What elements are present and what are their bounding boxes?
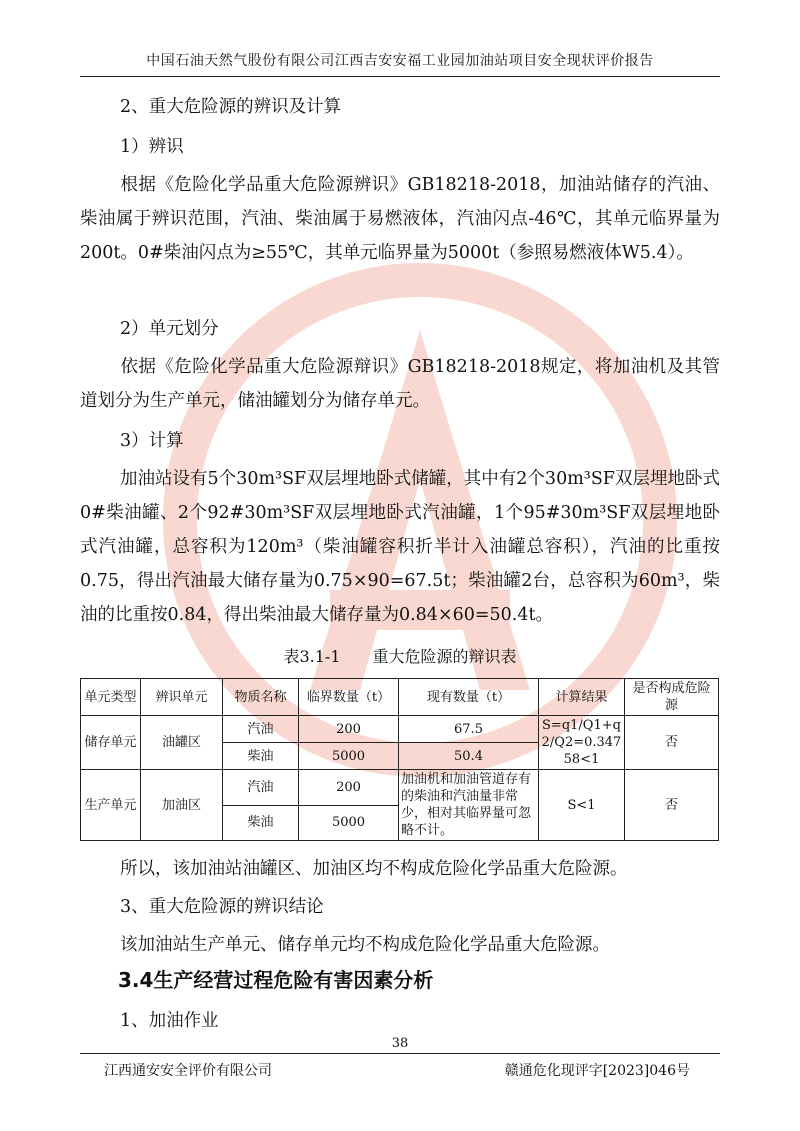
cell-storage-diesel-name: 柴油: [223, 743, 299, 770]
footer-document-number: 赣通危化现评字[2023]046号: [504, 1063, 690, 1079]
paragraph-calculation: 加油站设有5个30m³SF双层埋地卧式储罐，其中有2个30m³SF双层埋地卧式0#柴油罐、2个92#30m³SF双层埋地卧式汽油罐，1个95#30m³SF双层埋地卧式汽油罐，总容积为120m³（柴油罐容积折半计入油罐总容积），汽油的比重按0.75，得出汽油最大储存量为0.75×90=67.5t；柴油罐2台，总容积为60m³，柴油的比重按0.84，得出柴油最大储存量为0.84×60=50.4t。: [80, 469, 720, 625]
cell-production-type: 生产单元: [81, 770, 141, 841]
cell-production-is-hazard: 否: [625, 770, 719, 841]
header-unit-type: 单元类型: [81, 679, 141, 716]
paragraph-unit-division: 依据《危险化学品重大危险源辩识》GB18218-2018规定，将加油机及其管道划分为生产单元，储油罐划分为储存单元。: [80, 357, 720, 411]
cell-production-result: S<1: [539, 770, 625, 841]
cell-production-diesel-critical: 5000: [299, 805, 399, 841]
table-row: [81, 716, 719, 743]
cell-production-gas-critical: 200: [299, 770, 399, 806]
section-heading-conclusion: 3、重大危险源的辨识结论: [120, 897, 324, 917]
header-critical-quantity: 临界数量（t）: [299, 679, 399, 716]
subheading-unit-division: 2）单元划分: [120, 319, 219, 339]
cell-storage-result: S=q1/Q1+q2/Q2=0.34758<1: [539, 716, 625, 770]
table-header-row: [81, 679, 719, 716]
paragraph-conclusion: 该加油站生产单元、储存单元均不构成危险化学品重大危险源。: [120, 935, 610, 955]
table-row: [81, 770, 719, 806]
header-is-hazard: 是否构成危险源: [625, 679, 719, 716]
cell-production-diesel-name: 柴油: [223, 805, 299, 841]
header-divider: [80, 76, 720, 77]
subheading-identification: 1）辨识: [120, 137, 184, 157]
cell-storage-gas-critical: 200: [299, 716, 399, 743]
footer-company: 江西通安安全评价有限公司: [104, 1063, 272, 1079]
subheading-calculation: 3）计算: [120, 431, 184, 451]
document-header: 中国石油天然气股份有限公司江西吉安安福工业园加油站项目安全现状评价报告: [146, 53, 654, 69]
header-result: 计算结果: [539, 679, 625, 716]
cell-storage-is-hazard: 否: [625, 716, 719, 770]
cell-storage-unit: 油罐区: [141, 716, 223, 770]
cell-storage-gas-name: 汽油: [223, 716, 299, 743]
cell-production-unit: 加油区: [141, 770, 223, 841]
cell-production-current: 加油机和加油管道存有的柴油和汽油量非常少，相对其临界量可忽略不计。: [399, 770, 539, 841]
cell-storage-diesel-current: 50.4: [399, 743, 539, 770]
footer-divider: [80, 1053, 720, 1054]
section-heading-hazard-identification: 2、重大危险源的辨识及计算: [120, 97, 342, 117]
page-number: 38: [391, 1036, 409, 1051]
header-substance: 物质名称: [223, 679, 299, 716]
subheading-refueling: 1、加油作业: [120, 1011, 219, 1031]
cell-storage-type: 储存单元: [81, 716, 141, 770]
section-heading-3-4: 3.4生产经营过程危险有害因素分析: [118, 968, 434, 992]
cell-production-gas-name: 汽油: [223, 770, 299, 806]
header-current-quantity: 现有数量（t）: [399, 679, 539, 716]
table-caption: 表3.1-1 重大危险源的辩识表: [283, 647, 517, 666]
cell-storage-gas-current: 67.5: [399, 716, 539, 743]
cell-storage-diesel-critical: 5000: [299, 743, 399, 770]
header-identify-unit: 辨识单元: [141, 679, 223, 716]
hazard-identification-table: [80, 678, 719, 841]
paragraph-table-conclusion: 所以，该加油站油罐区、加油区均不构成危险化学品重大危险源。: [120, 859, 628, 879]
paragraph-identification: 根据《危险化学品重大危险源辨识》GB18218-2018，加油站储存的汽油、柴油属于辨识范围，汽油、柴油属于易燃液体，汽油闪点-46℃，其单元临界量为200t。0#柴油闪点为≥55℃，其单元临界量为5000t（参照易燃液体W5.4）。: [80, 175, 720, 263]
